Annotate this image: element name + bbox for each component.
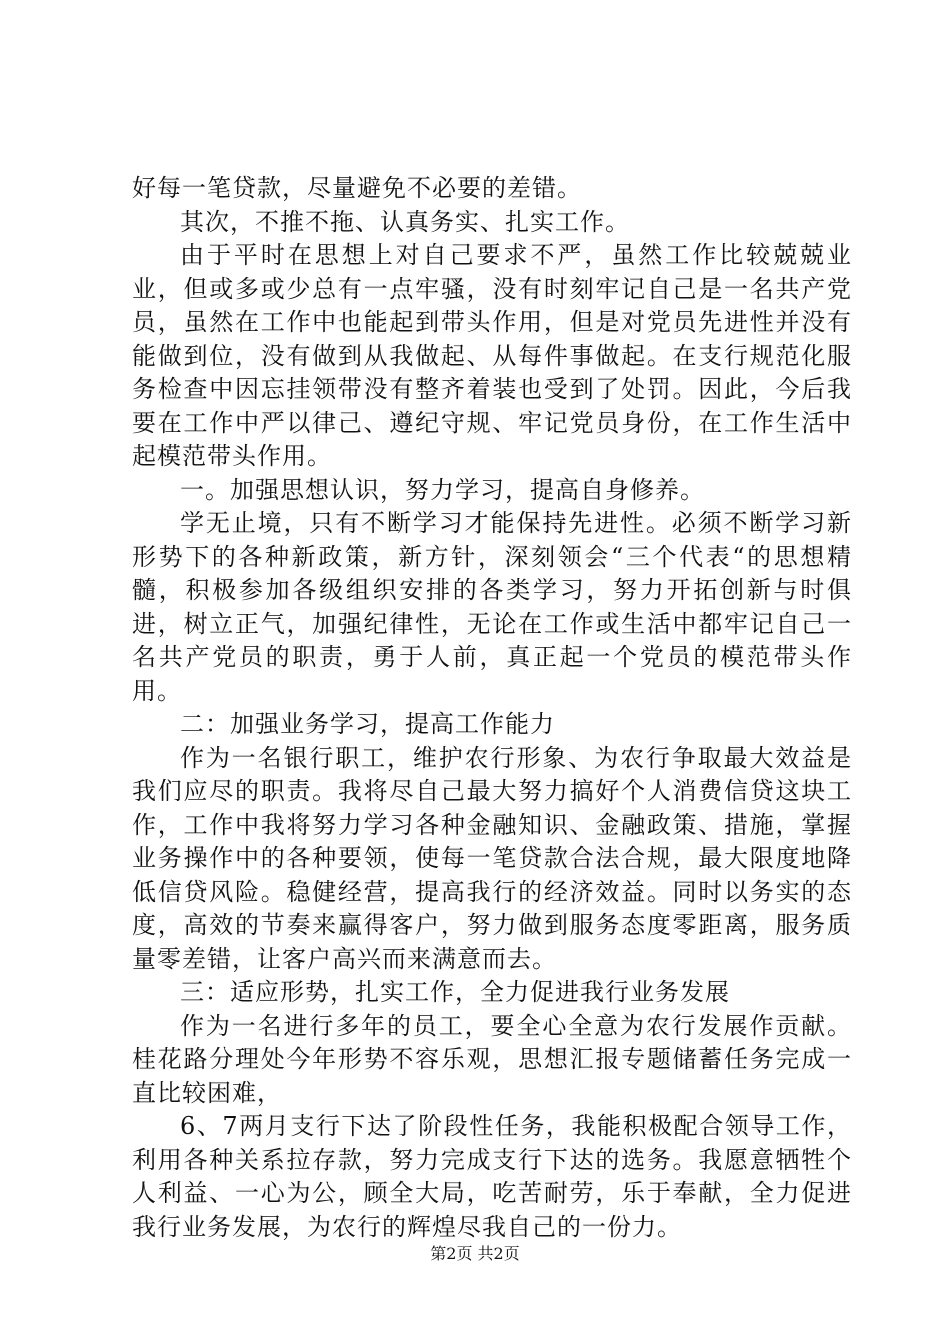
paragraph-10: 6、7两月支行下达了阶段性任务，我能积极配合领导工作，利用各种关系拉存款，努力完成支行下达的选务。我愿意牺牲个人利益、一心为公，顾全大局，吃苦耐劳，乐于奉献，全力促进我行业务发展，为农行的辉煌尽我自己的一份力。 xyxy=(132,1112,852,1241)
section-heading-3: 三：适应形势，扎实工作，全力促进我行业务发展 xyxy=(180,978,730,1006)
section-heading-1: 一。加强思想认识，努力学习，提高自身修养。 xyxy=(180,475,705,504)
paragraph-3: 由于平时在思想上对自己要求不严，虽然工作比较兢兢业业，但或多或少总有一点牢骚，没有时刻牢记自己是一名共产党员，虽然在工作中也能起到带头作用，但是对党员先进性并没有能做到位，没有做到从我做起、从每件事做起。在支行规范化服务检查中因忘挂领带没有整齐着装也受到了处罚。因此，今后我要在工作中严以律己、遵纪守规、牢记党员身份，在工作生活中起模范带头作用。 xyxy=(132,241,852,470)
paragraph-2: 其次，不推不拖、认真务实、扎实工作。 xyxy=(180,207,630,236)
page-footer xyxy=(0,1241,950,1264)
paragraph-5: 学无止境，只有不断学习才能保持先进性。必须不断学习新形势下的各种新政策，新方针，深刻领会“三个代表“的思想精髓，积极参加各级组织安排的各类学习，努力开拓创新与时俱进，树立正气，加强纪律性，无论在工作或生活中都牢记自己一名共产党员的职责，勇于人前，真正起一个党员的模范带头作用。 xyxy=(132,509,852,705)
document-body xyxy=(132,172,852,1244)
page-number: 第2页 共2页 xyxy=(430,1244,520,1263)
paragraph-9: 作为一名进行多年的员工，要全心全意为农行发展作贡献。桂花路分理处今年形势不容乐观，思想汇报专题储蓄任务完成一直比较困难， xyxy=(132,1011,852,1107)
paragraph-7: 作为一名银行职工，维护农行形象、为农行争取最大效益是我们应尽的职责。我将尽自己最大努力搞好个人消费信贷这块工作，工作中我将努力学习各种金融知识、金融政策、措施，掌握业务操作中的各种要领，使每一笔贷款合法合规，最大限度地降低信贷风险。稳健经营，提高我行的经济效益。同时以务实的态度，高效的节奏来赢得客户，努力做到服务态度零距离，服务质量零差错，让客户高兴而来满意而去。 xyxy=(132,743,852,973)
paragraph-1: 好每一笔贷款，尽量避免不必要的差错。 xyxy=(132,174,582,202)
section-heading-2: 二：加强业务学习，提高工作能力 xyxy=(180,710,555,738)
